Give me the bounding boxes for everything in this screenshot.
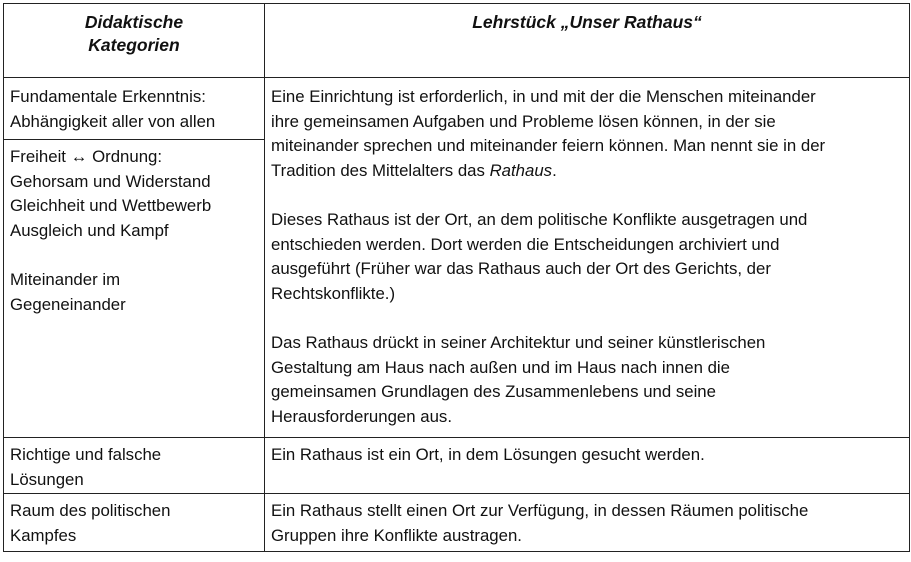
cell-line: gemeinsamen Grundlagen des Zusammenlebens und seine	[271, 382, 716, 402]
cell-line: Raum des politischen	[10, 501, 171, 520]
category-cell	[4, 438, 265, 494]
description-cell	[265, 494, 910, 552]
cell-line: Gleichheit und Wettbewerb	[10, 196, 212, 216]
header-didactic-categories	[4, 4, 265, 78]
table-row	[4, 494, 910, 552]
text-segment: .	[552, 160, 557, 180]
spacer	[10, 243, 258, 268]
cell-line: Herausforderungen aus.	[271, 406, 452, 426]
cell-line: ausgeführt (Früher war das Rathaus auch der Ort des Gerichts, der	[271, 259, 771, 279]
paragraph-1	[271, 85, 903, 183]
cell-line: Gruppen ihre Konflikte austragen.	[271, 525, 522, 545]
didactic-table	[3, 3, 910, 552]
cell-line: Rechtskonflikte.)	[271, 283, 396, 303]
cell-line: Fundamentale Erkenntnis:	[10, 87, 206, 106]
cell-line: Miteinander im	[10, 269, 121, 289]
header-col1-line: Didaktische	[84, 12, 184, 32]
cell-line: Das Rathaus drückt in seiner Architektur und seiner künstlerischen	[271, 332, 766, 352]
paragraph-3	[271, 331, 903, 429]
cell-line	[271, 159, 903, 184]
cell-line: Lösungen	[10, 469, 84, 489]
header-col2-text: Lehrstück „Unser Rathaus“	[472, 12, 702, 32]
rathaus-description-cell	[265, 78, 910, 438]
cell-line: Dieses Rathaus ist der Ort, an dem politische Konflikte ausgetragen und	[271, 209, 808, 229]
cell-line: Gegeneinander	[10, 294, 126, 314]
cell-line: Abhängigkeit aller von allen	[10, 111, 216, 131]
header-row	[4, 4, 910, 78]
cell-line: Kampfes	[10, 525, 77, 545]
category-cell	[4, 140, 265, 438]
header-col1-line: Kategorien	[88, 35, 180, 55]
cell-line: Eine Einrichtung ist erforderlich, in und mit der die Menschen miteinander	[271, 87, 816, 106]
rathaus-italic-term: Rathaus	[489, 160, 553, 180]
cell-line: Gestaltung am Haus nach außen und im Haus nach innen die	[271, 357, 730, 377]
cell-line: Richtige und falsche	[10, 445, 162, 464]
paragraph-2	[271, 208, 903, 306]
cell-line: Ein Rathaus stellt einen Ort zur Verfügung, in dessen Räumen politische	[271, 501, 809, 520]
cell-line: Ausgleich und Kampf	[10, 220, 169, 240]
cell-line: miteinander sprechen und miteinander feiern können. Man nennt sie in der	[271, 136, 826, 156]
cell-line: Gehorsam und Widerstand	[10, 171, 211, 191]
description-cell	[265, 438, 910, 494]
category-cell	[4, 494, 265, 552]
category-cell	[4, 78, 265, 140]
cell-line: Ein Rathaus ist ein Ort, in dem Lösungen gesucht werden.	[271, 445, 705, 464]
table-row	[4, 438, 910, 494]
table-row	[4, 78, 910, 140]
text-segment: Tradition des Mittelalters das	[271, 160, 490, 180]
cell-line: entschieden werden. Dort werden die Entscheidungen archiviert und	[271, 234, 780, 254]
header-lehrstueck	[265, 4, 910, 78]
cell-line: Freiheit ↔ Ordnung:	[10, 147, 163, 166]
cell-line: ihre gemeinsamen Aufgaben und Probleme lösen können, in der sie	[271, 111, 776, 131]
didactic-table-container	[3, 3, 910, 552]
